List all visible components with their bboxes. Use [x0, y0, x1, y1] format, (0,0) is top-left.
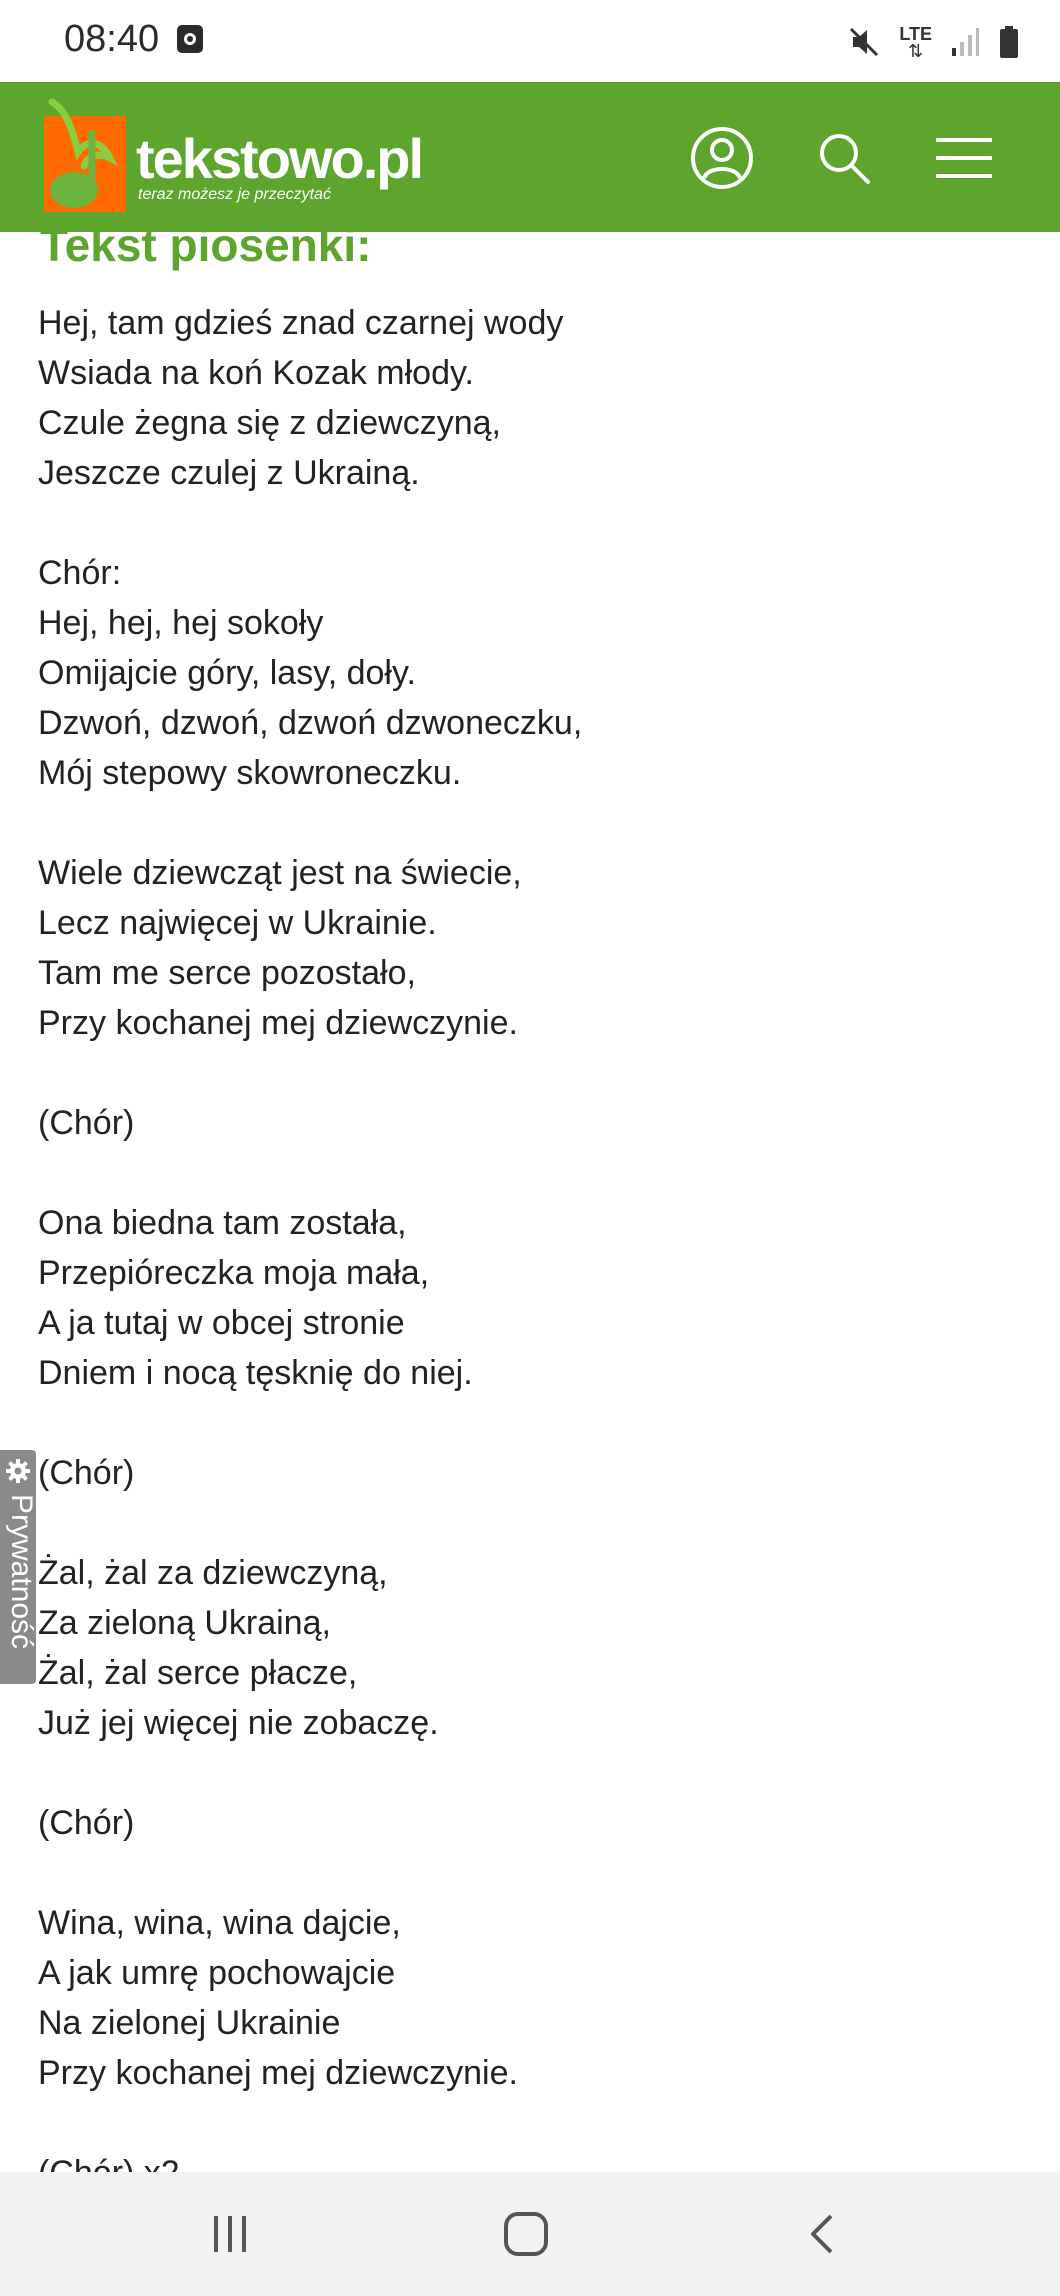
lte-data-icon: LTE ⇅: [899, 24, 932, 61]
lyrics-blank-line: [38, 1748, 1018, 1798]
lyrics-line: Przy kochanej mej dziewczynie.: [38, 2054, 518, 2092]
lyrics-blank-line: [38, 1848, 1018, 1898]
status-bar: [0, 0, 1060, 82]
privacy-label: Prywatność: [5, 1494, 38, 1650]
lyrics-blank-line: [38, 1498, 1018, 1548]
lyrics-blank-line: [38, 2098, 1018, 2148]
lyrics-line: Tam me serce pozostało,: [38, 954, 416, 992]
recent-apps-icon: [210, 2214, 250, 2254]
signal-icon: [950, 26, 980, 58]
lyrics-line: Na zielonej Ukrainie: [38, 2004, 341, 2042]
lyrics-line: (Chór): [38, 1454, 135, 1492]
lyrics-line: Chór:: [38, 554, 122, 592]
lyrics-line: Wiele dziewcząt jest na świecie,: [38, 854, 522, 892]
lyrics-line: Czule żegna się z dziewczyną,: [38, 404, 502, 442]
logo-slogan: teraz możesz je przeczytać: [138, 186, 331, 203]
lyrics-line: (Chór): [38, 1804, 135, 1842]
lyrics-line: Jeszcze czulej z Ukrainą.: [38, 454, 420, 492]
site-header: [0, 82, 1060, 232]
logo-music-note-icon[interactable]: [40, 100, 130, 218]
lyrics-line: Dzwoń, dzwoń, dzwoń dzwoneczku,: [38, 704, 583, 742]
lyrics-line: Przy kochanej mej dziewczynie.: [38, 1004, 518, 1042]
battery-icon: [998, 25, 1020, 59]
menu-button[interactable]: [926, 120, 1002, 196]
status-icons: [847, 20, 1020, 64]
lyrics-line: Mój stepowy skowroneczku.: [38, 754, 462, 792]
user-account-button[interactable]: [684, 120, 760, 196]
lyrics-line: Żal, żal za dziewczyną,: [38, 1554, 388, 1592]
home-icon: [503, 2211, 549, 2257]
search-icon: [815, 129, 873, 187]
status-time: 08:40: [64, 18, 160, 60]
home-button[interactable]: [486, 2200, 566, 2268]
screen-record-icon: [176, 24, 204, 54]
network-type: LTE: [899, 24, 932, 44]
lyrics-line: Hej, tam gdzieś znad czarnej wody: [38, 304, 564, 342]
back-icon: [807, 2212, 837, 2256]
gear-icon: [5, 1458, 31, 1484]
lyrics-line: Żal, żal serce płacze,: [38, 1654, 358, 1692]
back-button[interactable]: [782, 2200, 862, 2268]
lyrics-line: A ja tutaj w obcej stronie: [38, 1304, 405, 1342]
user-icon: [690, 126, 754, 190]
lyrics-line: Lecz najwięcej w Ukrainie.: [38, 904, 437, 942]
lyrics-line: Wsiada na koń Kozak młody.: [38, 354, 474, 392]
lyrics-line: Już jej więcej nie zobaczę.: [38, 1704, 439, 1742]
lyrics-line: Hej, hej, hej sokoły: [38, 604, 324, 642]
mute-icon: [847, 25, 881, 59]
lyrics-line: A jak umrę pochowajcie: [38, 1954, 396, 1992]
menu-icon: [934, 134, 994, 182]
lyrics-line: Wina, wina, wina dajcie,: [38, 1904, 401, 1942]
lyrics-text: [38, 298, 1018, 2198]
lyrics-line: Przepióreczka moja mała,: [38, 1254, 430, 1292]
lyrics-blank-line: [38, 1398, 1018, 1448]
lyrics-line: Za zieloną Ukrainą,: [38, 1604, 331, 1642]
lyrics-section: [0, 219, 1060, 2172]
section-title: Tekst piosenki:: [40, 219, 372, 271]
system-nav-bar: [0, 2172, 1060, 2296]
lyrics-line: (Chór): [38, 1104, 135, 1142]
lyrics-blank-line: [38, 1048, 1018, 1098]
lyrics-blank-line: [38, 1148, 1018, 1198]
logo-text[interactable]: tekstowo.pl: [136, 127, 423, 190]
lyrics-blank-line: [38, 498, 1018, 548]
lyrics-line: Ona biedna tam została,: [38, 1204, 407, 1242]
privacy-settings-tab[interactable]: [0, 1450, 36, 1684]
lyrics-blank-line: [38, 798, 1018, 848]
search-button[interactable]: [806, 120, 882, 196]
lyrics-line: Omijajcie góry, lasy, doły.: [38, 654, 416, 692]
lyrics-line: Dniem i nocą tęsknię do niej.: [38, 1354, 473, 1392]
recent-apps-button[interactable]: [190, 2200, 270, 2268]
